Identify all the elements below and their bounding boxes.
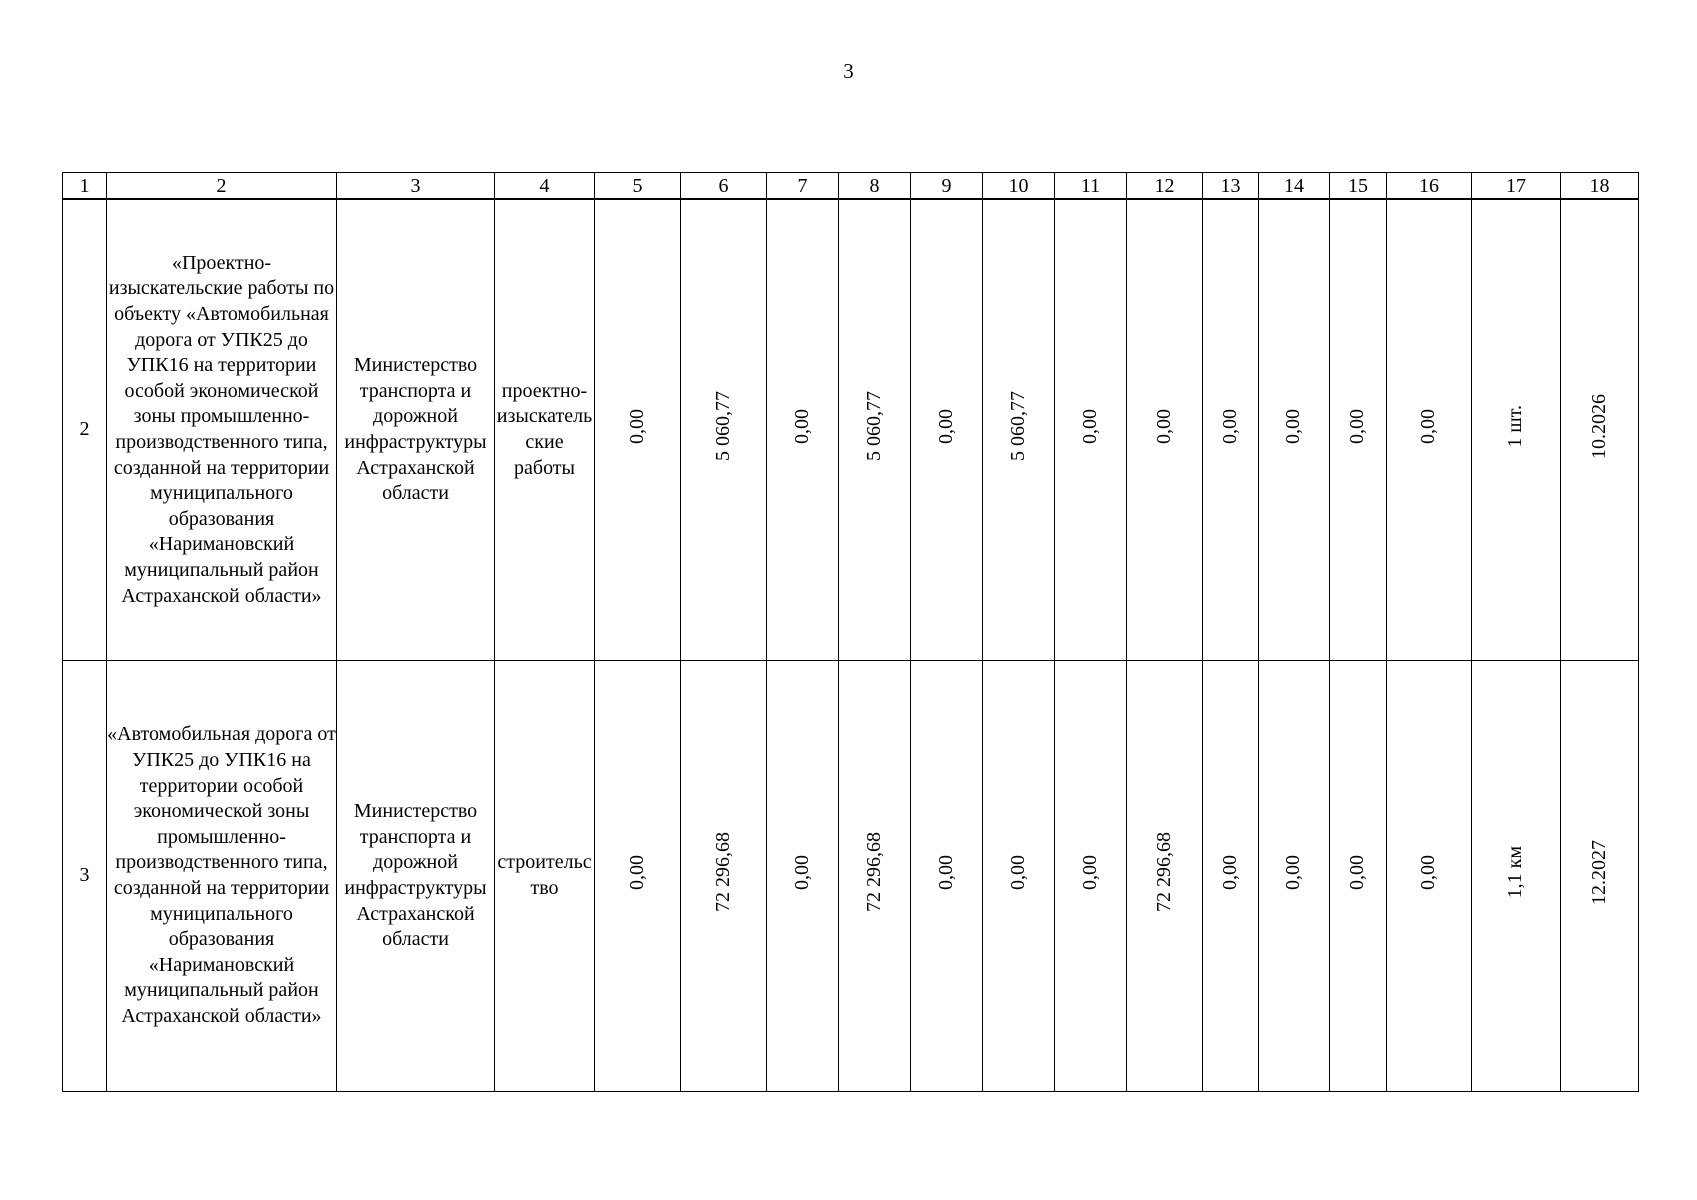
- table-row: [63, 199, 1639, 661]
- column-header: 12: [1127, 173, 1203, 200]
- value-cell: [1387, 661, 1472, 1092]
- value-text: 0,00: [1006, 854, 1029, 890]
- row-number: 3: [63, 661, 107, 1092]
- value-cell: [595, 661, 681, 1092]
- table-row: [63, 661, 1639, 1092]
- value-text: 0,00: [1078, 854, 1101, 890]
- value-text: 0,00: [1282, 408, 1305, 444]
- column-header: 7: [767, 173, 839, 200]
- column-header: 3: [337, 173, 495, 200]
- executor: Министерство транспорта и дорожной инфраструктуры Астраханской области: [337, 199, 495, 661]
- value-text: 0,00: [625, 854, 648, 890]
- value-text: 0,00: [934, 408, 957, 444]
- value-cell: [1561, 199, 1639, 661]
- value-cell: [983, 199, 1055, 661]
- value-text: 0,00: [625, 408, 648, 444]
- column-header: 15: [1330, 173, 1387, 200]
- value-cell: [595, 199, 681, 661]
- value-cell: [1055, 199, 1127, 661]
- object-name: «Автомобильная дорога от УПК25 до УПК16 на территории особой экономической зоны промышленно-производственного типа, созданной на территории муниципального образования «Наримановский муниципальный район Астраханской области»: [107, 661, 337, 1092]
- value-text: 0,00: [1218, 408, 1241, 444]
- value-cell: [1259, 199, 1330, 661]
- value-cell: [1330, 199, 1387, 661]
- page-number: 3: [843, 59, 854, 83]
- value-text: 0,00: [1218, 854, 1241, 890]
- value-text: 0,00: [1078, 408, 1101, 444]
- value-text: 12.2027: [1587, 839, 1610, 905]
- value-text: 5 060,77: [862, 391, 885, 462]
- executor: Министерство транспорта и дорожной инфраструктуры Астраханской области: [337, 661, 495, 1092]
- column-header: 16: [1387, 173, 1472, 200]
- value-cell: [1259, 661, 1330, 1092]
- column-header: 6: [681, 173, 767, 200]
- value-text: 0,00: [790, 854, 813, 890]
- value-cell: [911, 661, 983, 1092]
- value-text: 0,00: [1417, 854, 1440, 890]
- column-header: 14: [1259, 173, 1330, 200]
- value-text: 5 060,77: [711, 391, 734, 462]
- value-text: 72 296,68: [711, 832, 734, 913]
- value-text: 72 296,68: [1152, 832, 1175, 913]
- value-cell: [1472, 199, 1561, 661]
- value-cell: [767, 661, 839, 1092]
- value-cell: [767, 199, 839, 661]
- row-number: 2: [63, 199, 107, 661]
- value-text: 1 шт.: [1504, 404, 1527, 448]
- data-table: [62, 172, 1639, 1092]
- value-cell: [1330, 661, 1387, 1092]
- value-text: 0,00: [1346, 408, 1369, 444]
- value-cell: [1203, 199, 1259, 661]
- value-text: 5 060,77: [1006, 391, 1029, 462]
- value-cell: [839, 661, 911, 1092]
- value-cell: [911, 199, 983, 661]
- column-header: 9: [911, 173, 983, 200]
- column-header: 17: [1472, 173, 1561, 200]
- value-text: 0,00: [1417, 408, 1440, 444]
- value-text: 1,1 км: [1504, 846, 1527, 899]
- value-text: 10.2026: [1587, 393, 1610, 459]
- object-name: «Проектно-изыскательские работы по объекту «Автомобильная дорога от УПК25 до УПК16 на территории особой экономической зоны промышленно-производственного типа, созданной на территории муниципального образования «Наримановский муниципальный район Астраханской области»: [107, 199, 337, 661]
- value-cell: [681, 661, 767, 1092]
- column-header: 1: [63, 173, 107, 200]
- value-cell: [1203, 661, 1259, 1092]
- value-cell: [983, 661, 1055, 1092]
- value-text: 0,00: [1346, 854, 1369, 890]
- column-header: 2: [107, 173, 337, 200]
- column-header: 5: [595, 173, 681, 200]
- work-type: строительство: [495, 661, 595, 1092]
- column-header: 4: [495, 173, 595, 200]
- value-cell: [1472, 661, 1561, 1092]
- value-text: 0,00: [1152, 408, 1175, 444]
- work-type: проектно-изыскательские работы: [495, 199, 595, 661]
- value-cell: [1561, 661, 1639, 1092]
- value-text: 0,00: [790, 408, 813, 444]
- column-header: 13: [1203, 173, 1259, 200]
- value-text: 0,00: [1282, 854, 1305, 890]
- value-text: 72 296,68: [862, 832, 885, 913]
- value-cell: [1127, 661, 1203, 1092]
- value-cell: [1387, 199, 1472, 661]
- value-cell: [1127, 199, 1203, 661]
- header-row: [63, 173, 1639, 200]
- value-cell: [1055, 661, 1127, 1092]
- value-cell: [839, 199, 911, 661]
- column-header: 11: [1055, 173, 1127, 200]
- column-header: 10: [983, 173, 1055, 200]
- column-header: 18: [1561, 173, 1639, 200]
- value-text: 0,00: [934, 854, 957, 890]
- column-header: 8: [839, 173, 911, 200]
- value-cell: [681, 199, 767, 661]
